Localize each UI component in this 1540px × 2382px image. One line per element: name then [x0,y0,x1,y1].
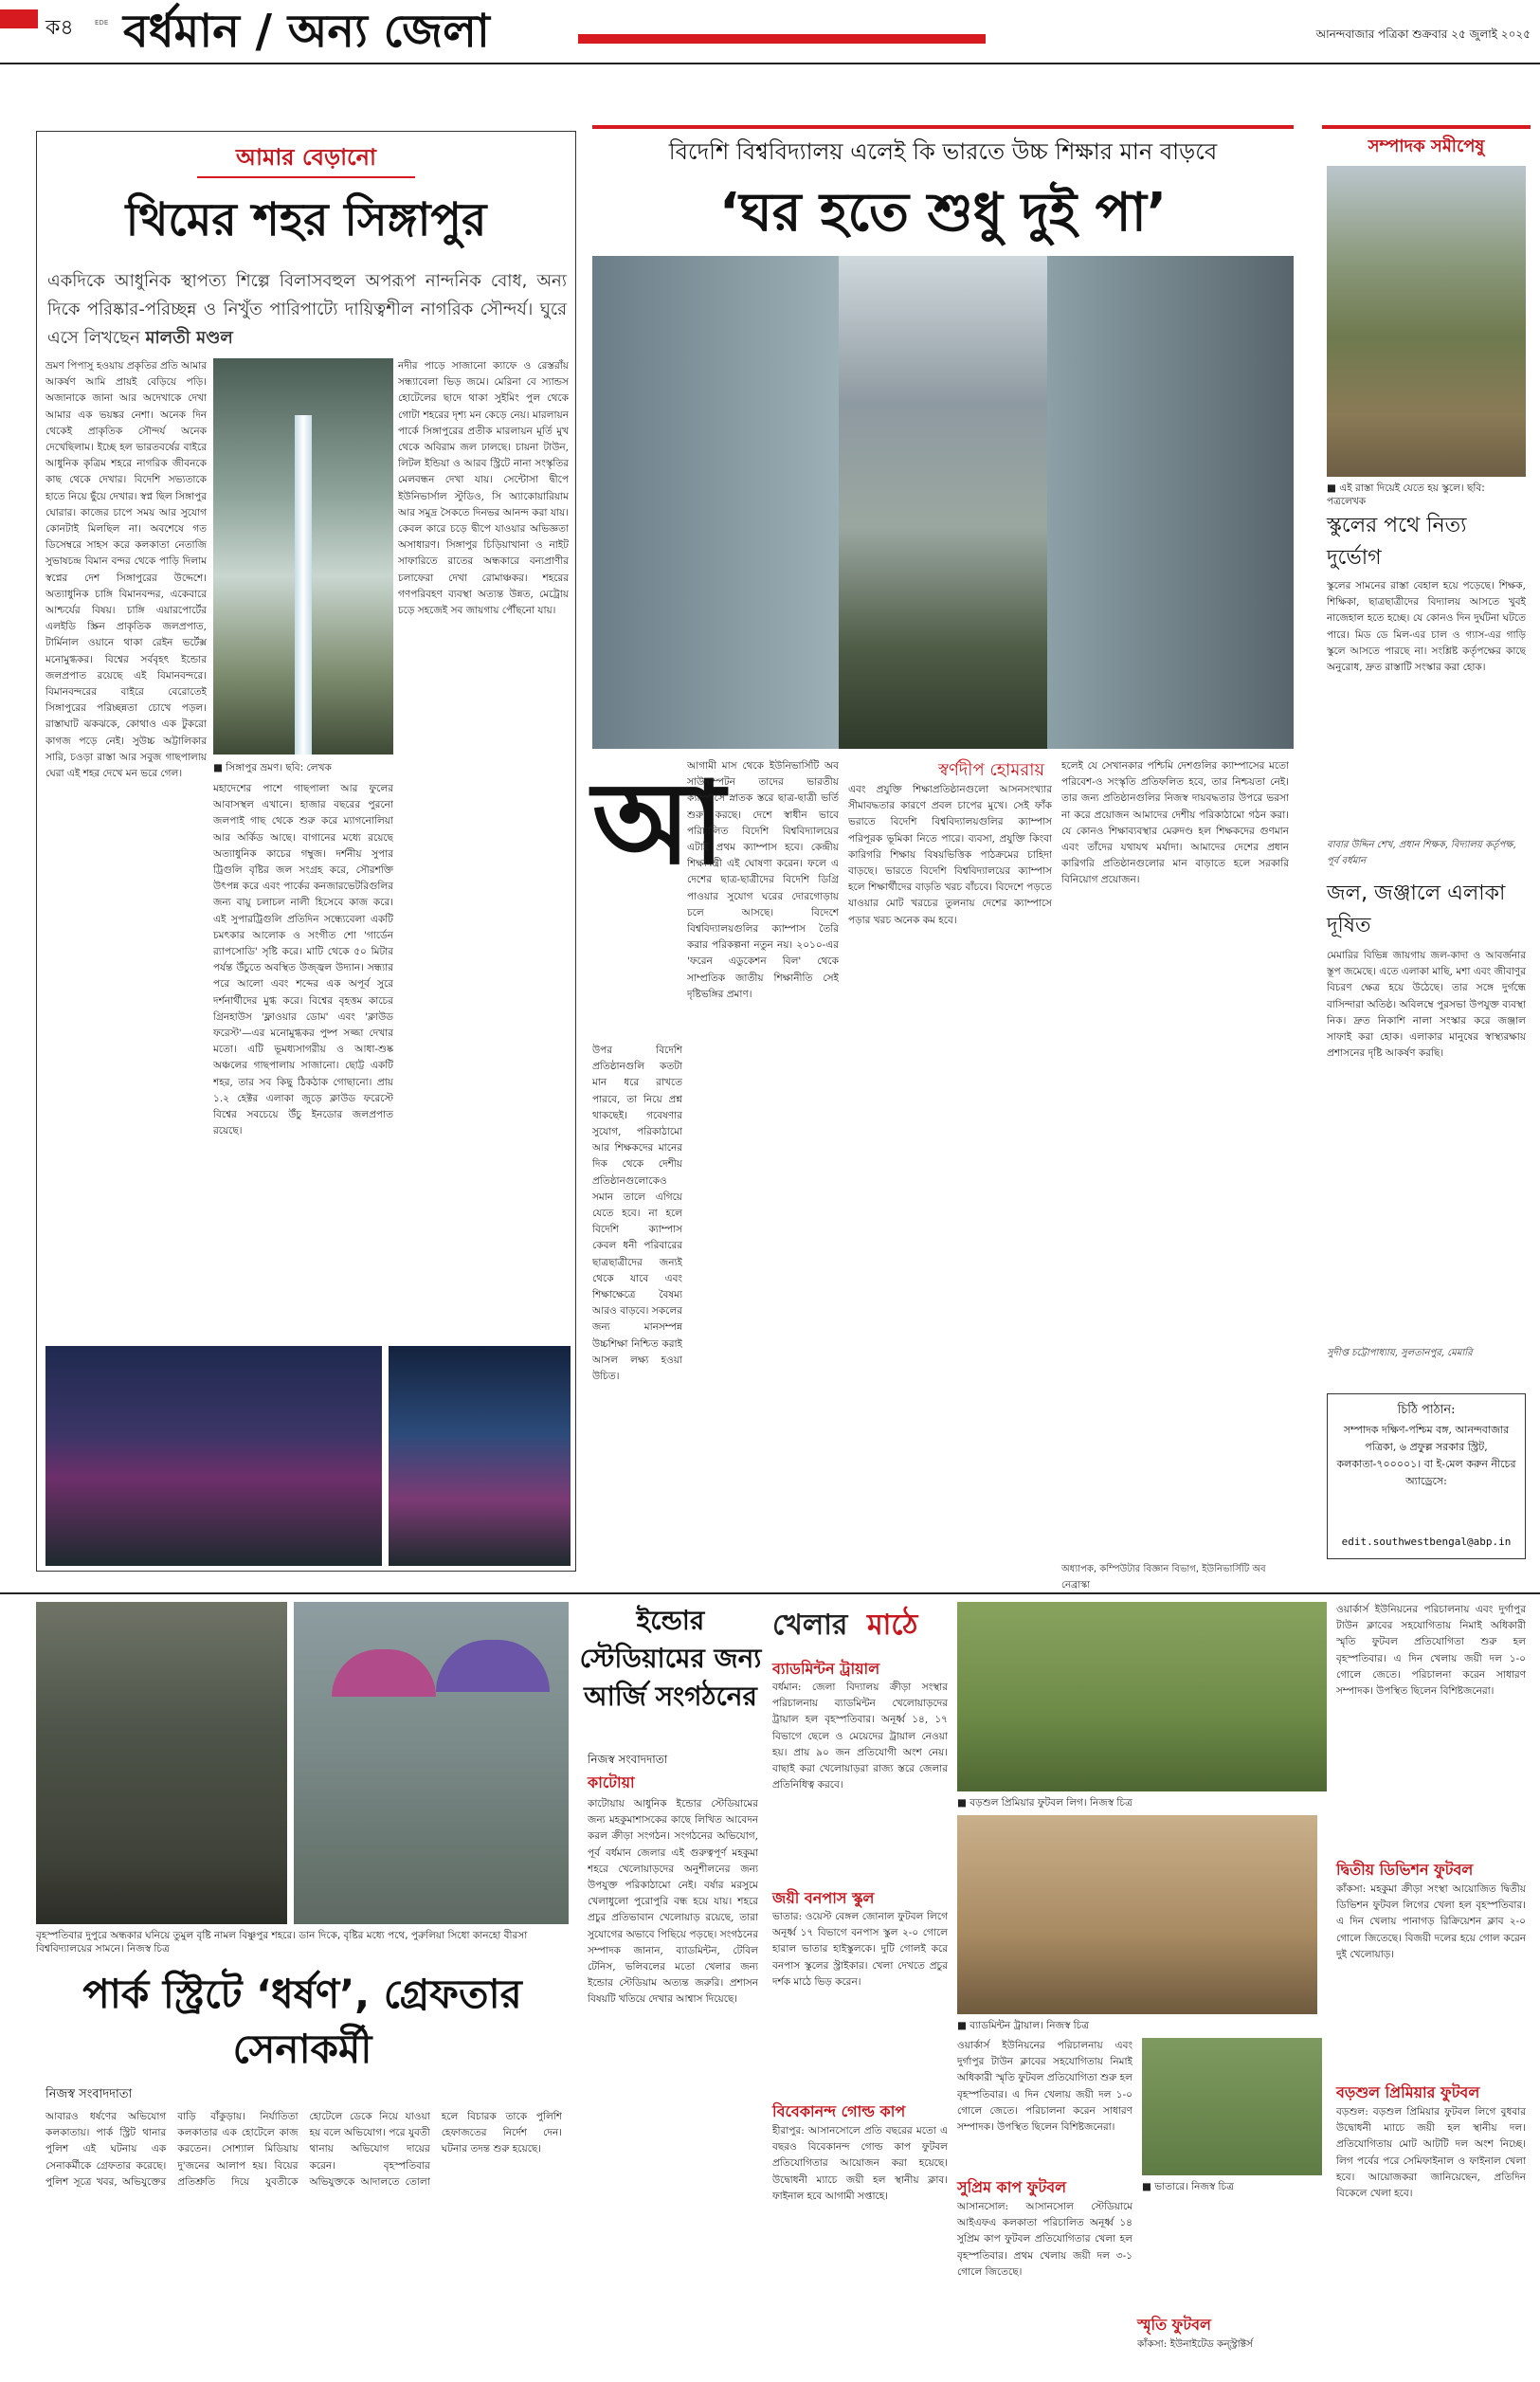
travel-photo-caption-text: সিঙ্গাপুর ভ্রমণ। ছবি: লেখক [226,762,332,773]
bhatar-caption-text: ভাতারে। নিজস্ব চিত্র [1154,2181,1234,2192]
football-photo [957,1602,1327,1791]
travel-dek-text: একদিকে আধুনিক স্থাপত্য শিল্পে বিলাসবহুল অপরূপ নান্দনিক বোধ, অন্য দিকে পরিষ্কার-পরিচ্ছন্ন ও নিখুঁত পারিপাট্যে দায়িত্বশীল নাগরিক সৌন্দর্য। ঘুরে এসে লিখছেন [47,271,567,348]
league-body: বড়শুল: বড়শুল প্রিমিয়ার ফুটবল লিগে বুধবার উদ্বোধনী ম্যাচে জয়ী হল স্থানীয় দল। প্রতিযোগিতায় মোট আটটি দল অংশ নিচ্ছে। লিগ পর্বের পরে সেমিফাইনাল ও ফাইনাল খেলা হবে। আয়োজকরা জানিয়েছেন, প্রতিদিন বিকেলে খেলা হবে। [1336,2106,1526,2200]
supreme-head: সুপ্রিম কাপ ফুটবল [957,2178,1067,2196]
contact-email: edit.southwestbengal@abp.in [1341,1536,1512,1548]
edu-col2: এবং প্রযুক্তি শিক্ষাপ্রতিষ্ঠানগুলো আসনসংখ্যার সীমাবদ্ধতার কারণে প্রবল চাপের মুখে। সেই ফাঁক ভরাতে বিদেশি বিশ্ববিদ্যালয়গুলির ক্যাম্পাস পরিপূরক ভূমিকা নিতে পারে। ব্যবসা, প্রযুক্তি কিংবা কারিগরি শিক্ষায় বিষয়ভিত্তিক পাঠক্রমের চাহিদা বাড়ছে। ভারতে বিদেশি বিশ্ববিদ্যালয়ের ক্যাম্পাস হলে শিক্ষার্থীদের বাড়তি খরচ বাঁচবে। বিদেশে পড়তে যাওয়ার মোট খরচের তুলনায় দেশের ক্যাম্পাসে পড়ার খরচ অনেক কম হবে। [848,784,1052,926]
badminton-caption-text: ব্যাডমিন্টন ট্রায়াল। নিজস্ব চিত্র [969,2020,1090,2031]
page-number: ক৪ [45,16,74,40]
rain-photo-right [294,1602,569,1924]
rain-photo-left [36,1602,287,1924]
letter1-title: স্কুলের পথে নিত্য দুর্ভোগ [1327,514,1467,570]
contact-body: সম্পাদক দক্ষিণ-পশ্চিম বঙ্গ, আনন্দবাজার পত্রিকা, ৬ প্রফুল্ল সরকার স্ট্রিট, কলকাতা-৭০০০০১। বা ই-মেল করুন নীচের অ্যাড্রেসে: [1336,1424,1516,1487]
memory-head: স্মৃতি ফুটবল [1137,2316,1211,2334]
masthead-red-rule [578,34,986,44]
masthead-red-tab [0,9,38,28]
edu-kicker: বিদেশি বিশ্ববিদ্যালয় এলেই কি ভারতে উচ্চ শিক্ষার মান বাড়বে [668,138,1218,165]
travel-col1b: মহাদেশের পাশে গাছপালা আর ফুলের আবাসস্থল এখানে। হাজার বছরের পুরনো জলপাই গাছ থেকে শুরু করে ম্যাগনোলিয়া আর অর্কিড আছে। বাগানের মধ্যে রয়েছে অত্যাধুনিক কাচের গম্বুজ। দর্শনীয় সুপার ট্রিগুলি বৃষ্টির জল সংগ্রহ করে, সৌরশক্তি উৎপন্ন করে এবং পার্কের কনজারভেটরিগুলির জন্য বায়ু চলাচল নালী হিসেবে কাজ করে। এই সুপারট্রিগুলি প্রতিদিন সন্ধ্যেবেলা একটি চমৎকার আলোক ও সংগীত শো 'গার্ডেন র‌্যাপসোডি' সৃষ্টি করে। মাটি থেকে ৫০ মিটার পর্যন্ত উঁচুতে অবস্থিত উজ্জ্বল উদ্যান। সন্ধ্যার পরে আলো এবং শব্দের এক অপূর্ব সুরে দর্শনার্থীদের মুগ্ধ করে। বিশ্বের বৃহত্তম কাচের গ্রিনহাউস 'ফ্লাওয়ার ডোম' এবং 'ক্লাউড ফরেস্ট'—এর মনোমুগ্ধকর পুষ্প সজ্জা দেখার মতো। এটি ভূমধ্যসাগরীয় ও আধা-শুষ্ক অঞ্চলের গাছপালায় সাজানো। ছোট্ট একটি শহর, তার সব কিছু ঠিকঠাক গোছানো। প্রায় ১.২ হেক্টর এলাকা জুড়ে ক্লাউড ফরেস্টে বিশ্বের সবচেয়ে উঁচু ইনডোর জলপ্রপাত রয়েছে। [213,783,393,1137]
travel-col1: ভ্রমণ পিপাসু হওয়ায় প্রকৃতির প্রতি আমার আকর্ষণ আমি প্রায়ই বেড়িয়ে পড়ি। অজানাকে জানা আর অদেখাকে দেখা আমার এক ভয়ঙ্কর নেশা। অনেক দিন থেকেই প্রাকৃতিক সৌন্দর্য অনেক দেখেছিলাম। ইচ্ছে হল ভারতবর্ষের বাইরে আধুনিক কৃত্রিম শহরে নাগরিক জীবনকে কাছ থেকে দেখার। বিদেশি সভ্যতাকে হাতে নিয়ে ছুঁয়ে দেখার। স্বপ্ন ছিল সিঙ্গাপুর ঘোরার। কাজের চাপে সময় আর সুযোগ কোনটাই মিলছিল না। অবশেষে গত ডিসেম্বরে সাহস করে কলকাতা নেতাজি সুভাষচন্দ্র বিমান বন্দর থেকে পাড়ি দিলাম স্বপ্নের দেশ সিঙ্গাপুরের উদ্দেশে। অত্যাধুনিক চাঙ্গি বিমানবন্দর, একেবারে আশ্চর্যের বিষয়। চাঙ্গি এয়ারপোর্টের এলইডি স্ক্রিন প্রাকৃতিক জলপ্রপাত, টার্মিনাল ওয়ানে থাকা রেইন ভর্টেক্স মনোমুগ্ধকর। বিশ্বের সর্ববৃহৎ ইন্ডোর জলপ্রপাত রয়েছে এই বিমানবন্দরে। বিমানবন্দরের বাইরে বেরোতেই সিঙ্গাপুরের পরিচ্ছন্নতা চোখে পড়ল। রাস্তাঘাট ঝকঝকে, কোথাও এক টুকরো কাগজ পড়ে নেই। সুউচ্চ অট্টালিকার সারি, চওড়া রাস্তা আর সবুজ গাছপালায় ঘেরা এই শহর দেখে মন ভরে গেল। [45,360,207,780]
contact-title: চিঠি পাঠান: [1397,1403,1456,1417]
right-column-top: ওয়ার্কার্স ইউনিয়নের পরিচালনায় এবং দুর্গাপুর টাউন ক্লাবের সহযোগিতায় নিমাই অধিকারী স্মৃতি ফুটবল প্রতিযোগিতা শুরু হল বৃহস্পতিবার। এ দিন খেলায় জয়ী দল ১-০ গোলে জেতে। পরিচালনা করেন সাধারণ সম্পাদক। উপস্থিত ছিলেন বিশিষ্টজনেরা। [1336,1604,1526,1698]
park-source: নিজস্ব সংবাদদাতা [45,2087,133,2101]
supertree-photo-right [389,1346,571,1566]
travel-col2: নদীর পাড়ে সাজানো ক্যাফে ও রেস্তরাঁয় সন্ধ্যাবেলা ভিড় জমে। মেরিনা বে স্যান্ডস হোটেলের ছাদে থাকা সুইমিং পুল থেকে গোটা শহরের দৃশ্য মন কেড়ে নেয়। মারলায়ন পার্কে সিঙ্গাপুরের প্রতীক মারলায়ন মূর্তি মুখ থেকে অবিরাম জল ঢালছে। চায়না টাউন, লিটল ইন্ডিয়া ও আরব স্ট্রিটে নানা সংস্কৃতির মেলবন্ধন দেখা যায়। সেন্টোসা দ্বীপে ইউনিভার্সাল স্টুডিও, সি অ্যাকোয়ারিয়াম আর সমুদ্র সৈকতে দিনভর আনন্দ করা যায়। কেবল কারে চড়ে দ্বীপে যাওয়ার অভিজ্ঞতা অসাধারণ। সিঙ্গাপুর চিড়িয়াখানা ও নাইট সাফারিতে রাতের অন্ধকারে বন্যপ্রাণীর চলাফেরা দেখা রোমাঞ্চকর। শহরের গণপরিবহণ ব্যবস্থা অত্যন্ত উন্নত, মেট্রোয় চড়ে সহজেই সব জায়গায় পৌঁছনো যায়। [398,360,569,617]
paper-date: আনন্দবাজার পত্রিকা শুক্রবার ২৫ জুলাই ২০২৫ [1315,27,1531,41]
badminton-head: ব্যাডমিন্টন ট্রায়াল [772,1660,880,1678]
letter1-author: বাবার উদ্দিন শেখ, প্রধান শিক্ষক, বিদ্যালয় কর্তৃপক্ষ, পূর্ব বর্ধমান [1327,840,1516,866]
letter2-title: জল, জঞ্জালে এলাকা দূষিত [1327,882,1506,937]
letter1-body: স্কুলের সামনের রাস্তা বেহাল হয়ে পড়েছে। শিক্ষক, শিক্ষিকা, ছাত্রছাত্রীদের বিদ্যালয় আসতে খুবই নাজেহাল হতে হচ্ছে। যে কোনও দিন দুর্ঘটনা ঘটতে পারে। মিড ডে মিল-এর চাল ও গ্যাস-এর গাড়ি স্কুলে আসতে পারছে না। সংশ্লিষ্ট কর্তৃপক্ষের কাছে অনুরোধ, দ্রুত রাস্তাটি সংস্কার করা হোক। [1327,580,1526,674]
editor-kicker: সম্পাদক সমীপেষু [1368,136,1485,156]
edu-title: ‘ঘর হতে শুধু দুই পা’ [718,182,1168,244]
badminton-photo [957,1815,1317,2014]
kicker-underline [197,176,415,178]
editor-photo-caption-text: এই রাস্তা দিয়েই যেতে হয় স্কুলে। ছবি: পত্রলেখক [1327,482,1485,507]
park-title: পার্ক স্ট্রিটে ‘ধর্ষণ’, গ্রেফতার সেনাকর্মী [82,1971,522,2072]
travel-photo-caption: ■ সিঙ্গাপুর ভ্রমণ। ছবি: লেখক [213,762,332,773]
drop-cap: আ [592,758,725,890]
travel-kicker: আমার বেড়ানো [236,144,376,171]
sports-title-left: খেলার [772,1609,848,1642]
letter2-author: সুদীপ্ত চট্টোপাধ্যায়, সুলতানপুর, মেমারি [1327,1348,1473,1358]
masthead-rule [0,63,1540,64]
editor-top-bar [1322,125,1531,129]
bhatar-photo [1142,2038,1322,2175]
division-body: কাঁকসা: মহকুমা ক্রীড়া সংস্থা আয়োজিত দ্বিতীয় ডিভিশন ফুটবল লিগের খেলা হল বৃহস্পতিবার। এ দিন খেলায় পানাগড় রিক্রিয়েশন ক্লাব ২-০ গোলে জিতেছে। বিজয়ী দলের হয়ে গোল করেন দুই খেলোয়াড়। [1336,1883,1526,1960]
sports-title-right: মাঠে [867,1609,918,1642]
editor-photo-caption: ■ এই রাস্তা দিয়েই যেতে হয় স্কুলে। ছবি: পত্রলেখক [1327,482,1485,507]
rain-caption: বৃহস্পতিবার দুপুরে অন্ধকার ঘনিয়ে তুমুল বৃষ্টি নামল বিষ্ণুপুর শহরে। ডান দিকে, বৃষ্টির মধ্যে পথে, পুরুলিয়া সিধো কানহো বীরসা বিশ্ববিদ্যালয়ের সামনে। নিজস্ব চিত্র [36,1930,528,1955]
road-photo [1327,166,1526,477]
badminton-caption: ■ ব্যাডমিন্টন ট্রায়াল। নিজস্ব চিত্র [957,2020,1090,2031]
umbrella-right [436,1640,550,1692]
glass-building-left [592,256,839,749]
stadium-title: ইন্ডোর স্টেডিয়ামের জন্য আর্জি সংগঠনের [579,1605,762,1712]
edu-col1: আগামী মাস থেকে ইউনিভার্সিটি অব সাউদাম্পটন তাদের ভারতীয় ক্যাম্পাসে স্নাতক স্তরে ছাত্র-ছাত্রী ভর্তি শুরু করছে। দেশে স্বাধীন ভাবে পরিচালিত বিদেশি বিশ্ববিদ্যালয়ের এটাই প্রথম ক্যাম্পাস হবে। কেন্দ্রীয় শিক্ষামন্ত্রী এই ঘোষণা করেন। ফলে এ দেশের ছাত্র-ছাত্রীদের বিদেশি ডিগ্রি পাওয়ার সুযোগ ঘরের দোরগোড়ায় চলে আসছে। বিদেশে বিশ্ববিদ্যালয়গুলির ক্যাম্পাস তৈরি করার পরিকল্পনা নতুন নয়। ২০১০-এর 'ফরেন এডুকেশন বিল' থেকে সাম্প্রতিক জাতীয় শিক্ষানীতি সেই দৃষ্টিভঙ্গির প্রমাণ। [687,760,839,1000]
school-body: ভাতার: ওয়েস্ট বেঙ্গল জোনাল ফুটবল লিগে অনূর্ধ্ব ১৭ বিভাগে বনপাস স্কুল ২-০ গোলে হারাল ভাতার হাইস্কুলকে। দুটি গোলই করে বনপাস স্কুলের স্ট্রাইকার। খেলা দেখতে প্রচুর দর্শক মাঠে ভিড় করেন। [772,1911,948,1988]
supreme-body: আসানসোল: আসানসোল স্টেডিয়ামে আইএফএ কলকাতা পরিচালিত অনূর্ধ্ব ১৪ সুপ্রিম কাপ ফুটবল প্রতিযোগিতার খেলা হল বৃহস্পতিবার। প্রথম খেলায় জয়ী দল ৩-১ গোলে জিতেছে। [957,2201,1132,2278]
travel-dek [47,267,567,353]
waterfall-shape [295,415,312,755]
cup-head: বিবেকানন্দ গোল্ড কাপ [772,2102,906,2120]
page-tag: EDE [95,19,109,27]
division-head: দ্বিতীয় ডিভিশন ফুটবল [1336,1861,1474,1879]
edu-col4: উপর বিদেশি প্রতিষ্ঠানগুলি কতটা মান ধরে রাখতে পারবে, তা নিয়ে প্রশ্ন থাকছেই। গবেষণার সুযোগ, পরিকাঠামো আর শিক্ষকদের মানের দিক থেকে দেশীয় প্রতিষ্ঠানগুলোকেও সমান তালে এগিয়ে যেতে হবে। না হলে বিদেশি ক্যাম্পাস কেবল ধনী পরিবারের ছাত্রছাত্রীদের জন্যই থেকে যাবে এবং শিক্ষাক্ষেত্রে বৈষম্য আরও বাড়বে। সকলের জন্য মানসম্পন্ন উচ্চশিক্ষা নিশ্চিত করাই আসল লক্ষ্য হওয়া উচিত। [592,1045,682,1383]
league-head: বড়শুল প্রিমিয়ার ফুটবল [1336,2083,1480,2101]
letter2-body: মেমারির বিভিন্ন জায়গায় জল-কাদা ও আবর্জনার স্তূপ জমেছে। এতে এলাকা মাছি, মশা এবং জীবাণুর বিচরণ ক্ষেত্র হয়ে উঠেছে। তার সঙ্গে দুর্গন্ধে বাসিন্দারা অতিষ্ঠ। অবিলম্বে পুরসভা উপযুক্ত ব্যবস্থা নিক। দ্রুত নিকাশি নালা সংস্কার করে জঞ্জাল সাফাই করা হোক। এলাকার মানুষের স্বাস্থ্যরক্ষায় প্রশাসনের দৃষ্টি আকর্ষণ করছি। [1327,950,1526,1060]
stadium-body: কাটোয়ায় আধুনিক ইন্ডোর স্টেডিয়ামের জন্য মহকুমাশাসকের কাছে লিখিত আবেদন করল ক্রীড়া সংগঠন। সংগঠনের অভিযোগ, পূর্ব বর্ধমান জেলার এই গুরুত্বপূর্ণ মহকুমা শহরে খেলোয়াড়দের অনুশীলনের জন্য উপযুক্ত পরিকাঠামো নেই। বর্ষার মরসুমে খেলাধুলো পুরোপুরি বন্ধ হয়ে যায়। শহরে প্রচুর প্রতিভাবান খেলোয়াড় রয়েছে, তারা সুযোগের অভাবে পিছিয়ে পড়ছে। সংগঠনের সম্পাদক জানান, ব্যাডমিন্টন, টেবিল টেনিস, ভলিবলের মতো খেলার জন্য ইন্ডোর স্টেডিয়াম অত্যন্ত জরুরি। প্রশাসন বিষয়টি খতিয়ে দেখার আশ্বাস দিয়েছে। [588,1798,758,2006]
football-caption-text: বড়শুল প্রিমিয়ার ফুটবল লিগ। নিজস্ব চিত্র [969,1797,1132,1809]
edu-col3: হলেই যে সেখানকার পশ্চিমি দেশগুলির ক্যাম্পাসের মতো পরিবেশ-ও সংস্কৃতি প্রতিফলিত হবে, তার নিশ্চয়তা নেই। তার জন্য প্রতিষ্ঠানগুলির নিজস্ব দায়বদ্ধতার উপরে ভরসা না করে প্রয়োজন আমাদের দেশীয় পরিকাঠামো গঠন করা। যে কোনও শিক্ষাব্যবস্থার মেরুদণ্ড হল শিক্ষকদের গুণমান এবং তাঁদের যথাযথ মর্যাদা। আমাদের দেশের প্রধান কারিগরি প্রতিষ্ঠানগুলোর মান বাড়াতে হলে সরকারি বিনিয়োগ প্রয়োজন। [1061,760,1289,886]
travel-title: থিমের শহর সিঙ্গাপুর [125,193,487,246]
school-head: জয়ী বনপাস স্কুল [772,1889,875,1907]
edu-top-bar [592,125,1294,129]
memory-body: কাঁকসা: ইউনাইটেড কন্স্ট্রাক্টর্স [1137,2338,1253,2350]
section-divider [0,1592,1540,1594]
football-caption: ■ বড়শুল প্রিমিয়ার ফুটবল লিগ। নিজস্ব চিত্র [957,1797,1132,1809]
umbrella-left [332,1649,436,1697]
badminton-body: বর্ধমান: জেলা বিদ্যালয় ক্রীড়া সংস্থার পরিচালনায় ব্যাডমিন্টন খেলোয়াড়দের ট্রায়াল হল বৃহস্পতিবার। অনূর্ধ্ব ১৪, ১৭ বিভাগে ছেলে ও মেয়েদের ট্রায়াল নেওয়া হয়। প্রায় ৯০ জন প্রতিযোগী অংশ নেয়। বাছাই করা খেলোয়াড়রা রাজ্য স্তরে জেলার প্রতিনিধিত্ব করবে। [772,1682,948,1791]
stadium-source: নিজস্ব সংবাদদাতা [588,1753,668,1766]
edu-byline: স্বর্ণদীপ হোমরায় [938,760,1045,780]
stadium-place: কাটোয়া [588,1773,635,1791]
campus-photo [592,256,1294,749]
jewel-waterfall-photo [213,358,393,755]
glass-building-right [1047,256,1294,749]
travel-author: মালতী মণ্ডল [145,328,233,348]
section-title: বর্ধমান / অন্য জেলা [123,5,490,58]
supertree-photo-left [45,1346,382,1566]
cup-body: হীরাপুর: আসানসোলে প্রতি বছরের মতো এ বছরও বিবেকানন্দ গোল্ড কাপ ফুটবল প্রতিযোগিতার আয়োজন করা হয়েছে। উদ্বোধনী ম্যাচে জয়ী হল স্থানীয় ক্লাব। ফাইনাল হবে আগামী সপ্তাহে। [772,2125,948,2202]
bhatar-caption: ■ ভাতারে। নিজস্ব চিত্র [1142,2181,1234,2192]
right-top-body: ওয়ার্কার্স ইউনিয়নের পরিচালনায় এবং দুর্গাপুর টাউন ক্লাবের সহযোগিতায় নিমাই অধিকারী স্মৃতি ফুটবল প্রতিযোগিতা শুরু হল বৃহস্পতিবার। এ দিন খেলায় জয়ী দল ১-০ গোলে জেতে। পরিচালনা করেন সাধারণ সম্পাদক। উপস্থিত ছিলেন বিশিষ্টজনেরা। [957,2040,1132,2134]
edu-author-tag: অধ্যাপক, কম্পিউটার বিজ্ঞান বিভাগ, ইউনিভার্সিটি অব নেব্রাস্কা [1061,1564,1266,1591]
park-body: আবারও ধর্ষণের অভিযোগ কলকাতায়। পার্ক স্ট্রিট থানার পুলিশ এই ঘটনায় এক সেনাকর্মীকে গ্রেফতার করেছে। পুলিশ সূত্রে খবর, অভিযুক্তের বাড়ি বাঁকুড়ায়। নির্যাতিতা কলকাতার এক হোটেলে কাজ করতেন। সোশ্যাল মিডিয়ায় দু'জনের আলাপ হয়। বিয়ের প্রতিশ্রুতি দিয়ে যুবতীকে হোটেলে ডেকে নিয়ে যাওয়া হয় বলে অভিযোগ। পরে যুবতী থানায় অভিযোগ দায়ের করেন। বৃহস্পতিবার অভিযুক্তকে আদালতে তোলা হলে বিচারক তাকে পুলিশি হেফাজতের নির্দেশ দেন। ঘটনার তদন্ত শুরু হয়েছে। [45,2111,562,2188]
